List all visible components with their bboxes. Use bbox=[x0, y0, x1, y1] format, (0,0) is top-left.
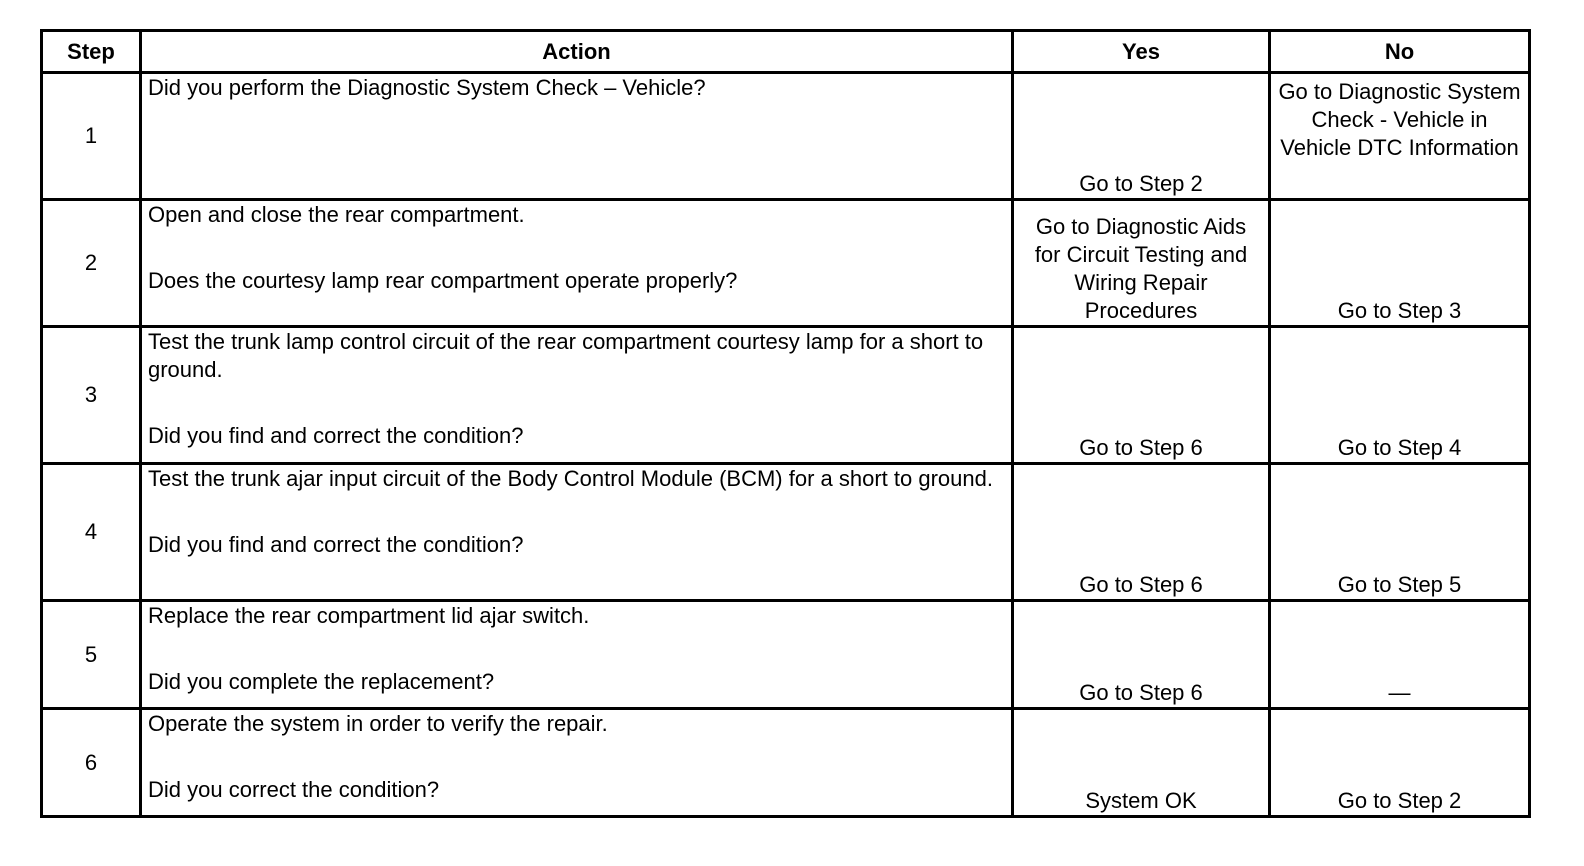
diagnostic-table bbox=[40, 29, 1531, 818]
action-question: Does the courtesy lamp rear compartment operate properly? bbox=[148, 268, 738, 293]
no-result: Go to Step 2 bbox=[1270, 709, 1530, 817]
step-number: 1 bbox=[42, 73, 141, 200]
yes-result: Go to Step 6 bbox=[1013, 464, 1270, 601]
action-question: Did you complete the replacement? bbox=[148, 669, 495, 694]
table-row bbox=[42, 327, 1530, 464]
action-text: Operate the system in order to verify the repair. bbox=[148, 711, 608, 736]
action-cell bbox=[141, 73, 1013, 200]
action-text: Replace the rear compartment lid ajar switch. bbox=[148, 603, 590, 628]
yes-result: Go to Step 2 bbox=[1013, 73, 1270, 200]
action-cell bbox=[141, 200, 1013, 327]
action-cell bbox=[141, 327, 1013, 464]
yes-result: Go to Step 6 bbox=[1013, 601, 1270, 709]
table-header-row bbox=[42, 31, 1530, 73]
table-row bbox=[42, 73, 1530, 200]
yes-result: System OK bbox=[1013, 709, 1270, 817]
yes-result: Go to Step 6 bbox=[1013, 327, 1270, 464]
column-header-no: No bbox=[1270, 31, 1530, 73]
table-row bbox=[42, 200, 1530, 327]
no-result: Go to Step 3 bbox=[1270, 200, 1530, 327]
no-result: Go to Step 4 bbox=[1270, 327, 1530, 464]
table-row bbox=[42, 709, 1530, 817]
step-number: 6 bbox=[42, 709, 141, 817]
action-cell bbox=[141, 601, 1013, 709]
no-result: Go to Step 5 bbox=[1270, 464, 1530, 601]
table-row bbox=[42, 464, 1530, 601]
action-question: Did you find and correct the condition? bbox=[148, 532, 524, 557]
column-header-step: Step bbox=[42, 31, 141, 73]
table-row bbox=[42, 601, 1530, 709]
step-number: 4 bbox=[42, 464, 141, 601]
column-header-action: Action bbox=[141, 31, 1013, 73]
no-result: Go to Diagnostic System Check - Vehicle in Vehicle DTC Information bbox=[1270, 73, 1530, 200]
action-text: Open and close the rear compartment. bbox=[148, 202, 525, 227]
action-text: Test the trunk ajar input circuit of the Body Control Module (BCM) for a short to ground. bbox=[148, 466, 993, 491]
action-question: Did you find and correct the condition? bbox=[148, 423, 524, 448]
action-cell bbox=[141, 464, 1013, 601]
column-header-yes: Yes bbox=[1013, 31, 1270, 73]
step-number: 2 bbox=[42, 200, 141, 327]
yes-result: Go to Diagnostic Aids for Circuit Testing and Wiring Repair Procedures bbox=[1013, 200, 1270, 327]
step-number: 5 bbox=[42, 601, 141, 709]
no-result: — bbox=[1270, 601, 1530, 709]
action-question: Did you correct the condition? bbox=[148, 777, 440, 802]
step-number: 3 bbox=[42, 327, 141, 464]
action-text: Did you perform the Diagnostic System Check – Vehicle? bbox=[148, 75, 706, 100]
action-cell bbox=[141, 709, 1013, 817]
action-text: Test the trunk lamp control circuit of the rear compartment courtesy lamp for a short to ground. bbox=[148, 329, 984, 382]
